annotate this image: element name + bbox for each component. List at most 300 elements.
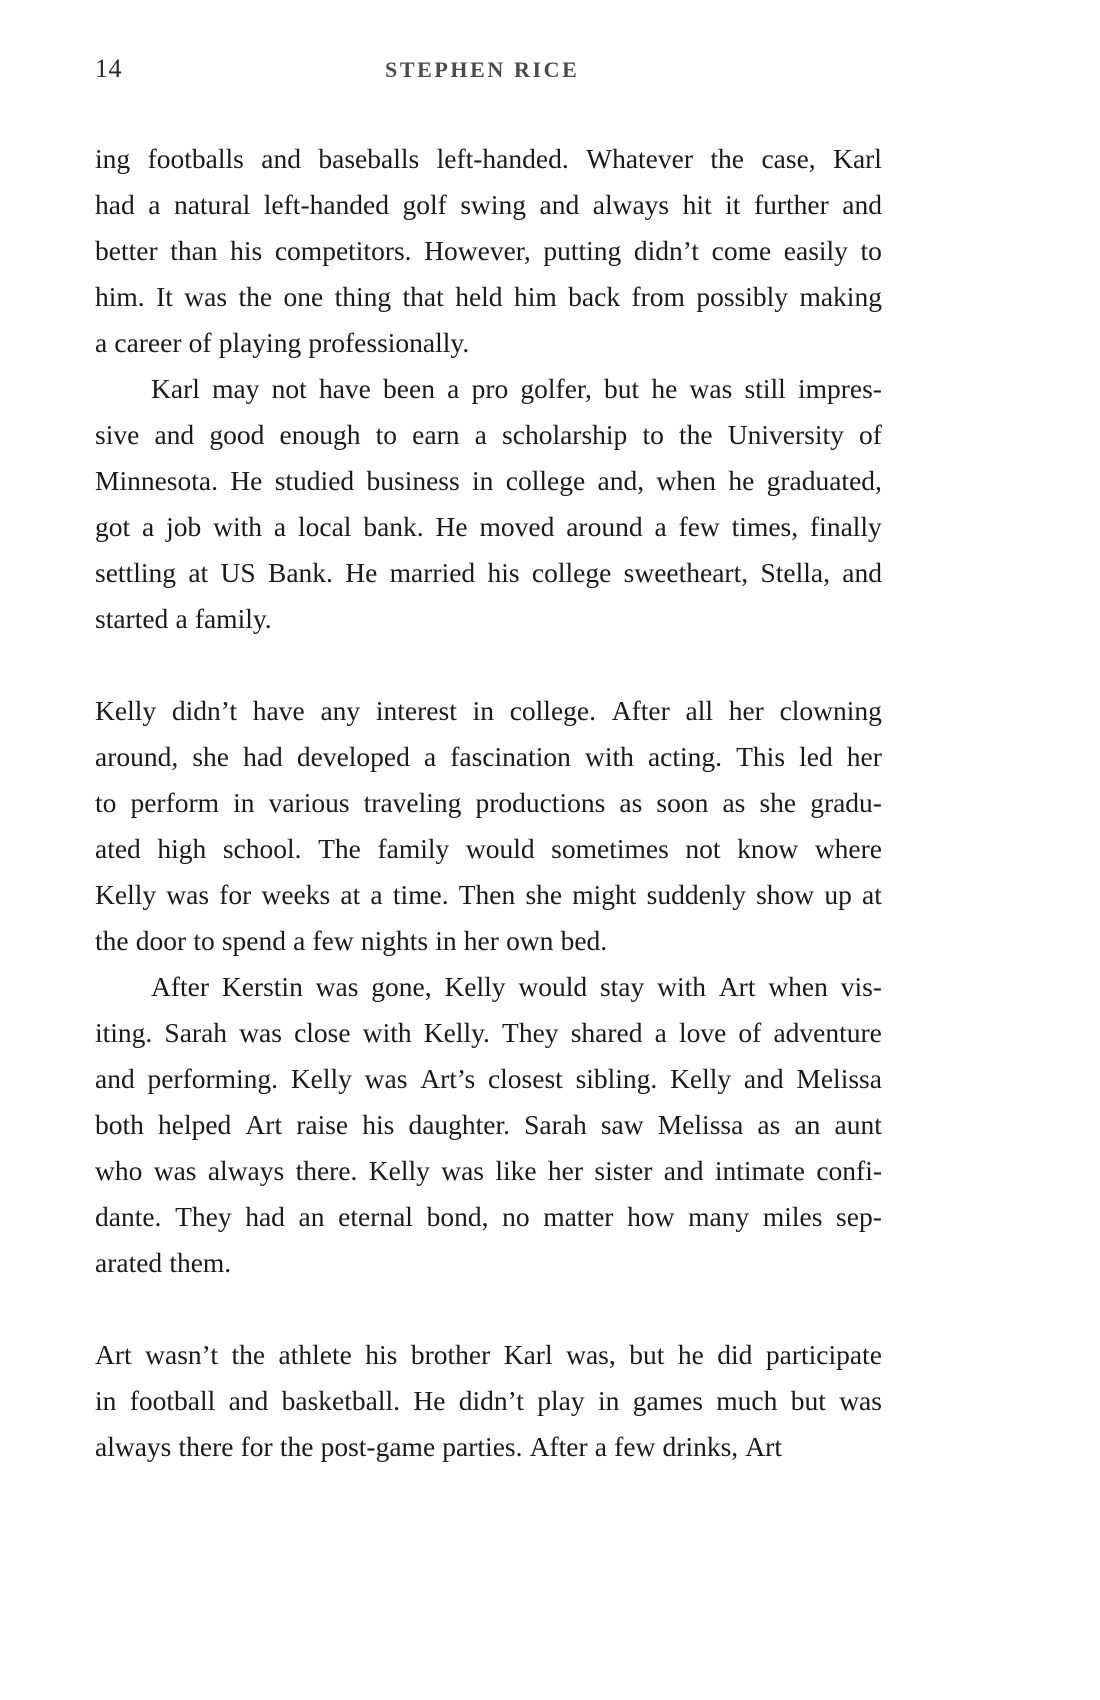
word: the bbox=[679, 419, 713, 450]
word: miles bbox=[762, 1201, 823, 1232]
word: would bbox=[518, 971, 588, 1002]
word: how bbox=[627, 1201, 675, 1232]
word: of bbox=[188, 327, 212, 358]
word: Art bbox=[745, 1431, 782, 1462]
word: athlete bbox=[278, 1339, 352, 1370]
paragraph bbox=[95, 1332, 882, 1470]
word: her bbox=[463, 925, 499, 956]
word: bond, bbox=[426, 1201, 489, 1232]
word: of bbox=[859, 419, 882, 450]
word: They bbox=[175, 1201, 232, 1232]
word: led bbox=[799, 741, 833, 772]
word: a bbox=[370, 879, 383, 910]
word: dante. bbox=[95, 1201, 162, 1232]
text-line bbox=[95, 964, 882, 1010]
word: to bbox=[375, 419, 398, 450]
word: come bbox=[711, 235, 772, 266]
text-line bbox=[95, 136, 882, 182]
word: moved bbox=[479, 511, 555, 542]
text-line bbox=[95, 872, 882, 918]
word: gone, bbox=[371, 971, 432, 1002]
word: was bbox=[689, 373, 733, 404]
word: was, bbox=[566, 1339, 616, 1370]
text-line bbox=[95, 504, 882, 550]
paragraph bbox=[95, 136, 882, 366]
word: up bbox=[824, 879, 852, 910]
word: vis- bbox=[840, 971, 882, 1002]
paragraph bbox=[95, 964, 882, 1286]
word: had bbox=[243, 741, 283, 772]
word: acting. bbox=[647, 741, 723, 772]
word: was bbox=[839, 1385, 882, 1416]
word: few bbox=[312, 925, 354, 956]
word: and bbox=[743, 1063, 784, 1094]
word: finally bbox=[810, 511, 882, 542]
word: all bbox=[685, 695, 713, 726]
word: confi- bbox=[816, 1155, 882, 1186]
word: sibling. bbox=[575, 1063, 658, 1094]
word: held bbox=[455, 281, 503, 312]
word: college. bbox=[509, 695, 596, 726]
section-break bbox=[95, 642, 882, 688]
word: bank. bbox=[363, 511, 424, 542]
word: at bbox=[862, 879, 882, 910]
word: and bbox=[95, 1063, 135, 1094]
word: around bbox=[566, 511, 643, 542]
word: was bbox=[315, 971, 359, 1002]
word: there bbox=[178, 1431, 234, 1462]
word: a bbox=[594, 1431, 608, 1462]
word: They bbox=[502, 1017, 559, 1048]
word: enough bbox=[279, 419, 361, 450]
word: but bbox=[790, 1385, 826, 1416]
word: no bbox=[502, 1201, 530, 1232]
word: the bbox=[95, 925, 129, 956]
word: job bbox=[166, 511, 202, 542]
word: didn’t bbox=[633, 235, 700, 266]
word: participate bbox=[765, 1339, 882, 1370]
word: earn bbox=[412, 419, 460, 450]
word: Art’s bbox=[420, 1063, 476, 1094]
word: and bbox=[663, 1155, 704, 1186]
word: got bbox=[95, 511, 131, 542]
word: Kelly bbox=[95, 879, 157, 910]
word: Karl bbox=[833, 143, 882, 174]
word: saw bbox=[600, 1109, 644, 1140]
word: an bbox=[794, 1109, 821, 1140]
word: interest bbox=[375, 695, 457, 726]
word: was bbox=[166, 879, 210, 910]
word: swing bbox=[460, 189, 527, 220]
word: to bbox=[95, 787, 117, 818]
word: have bbox=[252, 695, 305, 726]
word: Art bbox=[95, 1339, 132, 1370]
word: aunt bbox=[834, 1109, 882, 1140]
word: sweetheart, bbox=[623, 557, 749, 588]
word: started bbox=[95, 603, 169, 634]
word: and bbox=[842, 189, 882, 220]
word: University bbox=[727, 419, 844, 450]
word: US bbox=[220, 557, 256, 588]
word: golfer, bbox=[520, 373, 592, 404]
word: brother bbox=[410, 1339, 491, 1370]
word: play bbox=[537, 1385, 585, 1416]
word: she bbox=[192, 741, 229, 772]
text-line bbox=[95, 1102, 882, 1148]
word: a bbox=[293, 925, 306, 956]
word: she bbox=[759, 787, 797, 818]
text-line bbox=[95, 366, 882, 412]
word: married bbox=[389, 557, 476, 588]
word: would bbox=[465, 833, 535, 864]
word: but bbox=[604, 373, 640, 404]
word: career bbox=[114, 327, 182, 358]
word: there. bbox=[295, 1155, 358, 1186]
text-line bbox=[95, 1332, 882, 1378]
text-line bbox=[95, 1240, 882, 1286]
word: for bbox=[240, 1431, 273, 1462]
word: Melissa bbox=[796, 1063, 882, 1094]
word: with bbox=[213, 511, 263, 542]
word: putting bbox=[543, 235, 622, 266]
word: always bbox=[207, 1155, 285, 1186]
word: was bbox=[441, 1155, 484, 1186]
text-line bbox=[95, 780, 882, 826]
word: have bbox=[318, 373, 371, 404]
word: many bbox=[688, 1201, 750, 1232]
word: raise bbox=[296, 1109, 349, 1140]
word: The bbox=[318, 833, 361, 864]
word: had bbox=[95, 189, 135, 220]
word: competitors. bbox=[274, 235, 412, 266]
text-line bbox=[95, 1148, 882, 1194]
word: settling bbox=[95, 557, 176, 588]
paragraph bbox=[95, 366, 882, 642]
word: graduated, bbox=[766, 465, 882, 496]
word: own bbox=[506, 925, 554, 956]
word: and, bbox=[597, 465, 645, 496]
word: with bbox=[657, 971, 706, 1002]
word: in bbox=[472, 465, 494, 496]
word: He bbox=[230, 465, 263, 496]
word: a bbox=[273, 511, 287, 542]
word: family. bbox=[194, 603, 272, 634]
word: in bbox=[597, 1385, 620, 1416]
text-line bbox=[95, 1378, 882, 1424]
word: spend bbox=[221, 925, 287, 956]
word: It bbox=[156, 281, 173, 312]
word: and bbox=[228, 1385, 269, 1416]
page-number: 14 bbox=[95, 54, 122, 83]
word: close bbox=[294, 1017, 351, 1048]
text-line bbox=[95, 550, 882, 596]
word: case, bbox=[761, 143, 816, 174]
word: when bbox=[768, 971, 828, 1002]
word: performing. bbox=[147, 1063, 279, 1094]
word: a bbox=[95, 327, 108, 358]
word: her bbox=[728, 695, 764, 726]
word: love bbox=[678, 1017, 727, 1048]
text-line bbox=[95, 918, 882, 964]
word: traveling bbox=[363, 787, 462, 818]
word: was bbox=[153, 1155, 197, 1186]
word: a bbox=[423, 741, 437, 772]
text-line bbox=[95, 826, 882, 872]
word: daughter. bbox=[408, 1109, 511, 1140]
word: than bbox=[170, 235, 218, 266]
word: always bbox=[95, 1431, 172, 1462]
word: her bbox=[846, 741, 882, 772]
word: both bbox=[95, 1109, 144, 1140]
word: a bbox=[148, 189, 161, 220]
word: know bbox=[737, 833, 799, 864]
word: Minnesota. bbox=[95, 465, 218, 496]
word: stay bbox=[599, 971, 645, 1002]
word: to bbox=[642, 419, 664, 450]
word: at bbox=[188, 557, 209, 588]
word: Melissa bbox=[657, 1109, 744, 1140]
word: He bbox=[435, 511, 468, 542]
word: did bbox=[717, 1339, 753, 1370]
word: that bbox=[402, 281, 444, 312]
word: and bbox=[261, 143, 301, 174]
word: one bbox=[283, 281, 324, 312]
text-line bbox=[95, 412, 882, 458]
word: natural bbox=[173, 189, 251, 220]
word: time. bbox=[392, 879, 449, 910]
word: he bbox=[651, 373, 678, 404]
word: times, bbox=[731, 511, 799, 542]
word: he bbox=[677, 1339, 704, 1370]
word: high bbox=[157, 833, 207, 864]
word: to bbox=[860, 235, 882, 266]
word: in bbox=[233, 787, 255, 818]
word: his bbox=[365, 1339, 398, 1370]
word: a bbox=[654, 1017, 667, 1048]
text-line bbox=[95, 734, 882, 780]
word: the bbox=[279, 1431, 314, 1462]
word: the bbox=[238, 281, 273, 312]
word: playing bbox=[218, 327, 302, 358]
word: thing bbox=[334, 281, 392, 312]
word: them. bbox=[169, 1247, 232, 1278]
word: Kerstin bbox=[221, 971, 303, 1002]
section-break bbox=[95, 1286, 882, 1332]
text-line bbox=[95, 1010, 882, 1056]
word: professionally. bbox=[308, 327, 470, 358]
text-line bbox=[95, 1424, 882, 1470]
word: adventure bbox=[773, 1017, 882, 1048]
word: much bbox=[716, 1385, 778, 1416]
word: arated bbox=[95, 1247, 163, 1278]
word: had bbox=[245, 1201, 285, 1232]
word: possibly bbox=[696, 281, 789, 312]
word: intimate bbox=[714, 1155, 805, 1186]
word: a bbox=[142, 511, 155, 542]
word: scholarship bbox=[502, 419, 628, 450]
running-title: STEPHEN RICE bbox=[385, 57, 580, 82]
word: Then bbox=[458, 879, 516, 910]
word: studied bbox=[274, 465, 355, 496]
word: Kelly bbox=[290, 1063, 352, 1094]
word: left-handed. bbox=[436, 143, 569, 174]
word: college bbox=[531, 557, 612, 588]
word: her bbox=[547, 1155, 584, 1186]
word: when bbox=[656, 465, 716, 496]
word: hit bbox=[682, 189, 712, 220]
word: his bbox=[487, 557, 520, 588]
word: of bbox=[738, 1017, 762, 1048]
word: ing bbox=[95, 143, 131, 174]
word: soon bbox=[656, 787, 709, 818]
word: who bbox=[95, 1155, 143, 1186]
word: perform bbox=[130, 787, 220, 818]
word: a bbox=[175, 603, 188, 634]
word: as bbox=[722, 787, 746, 818]
word: his bbox=[362, 1109, 395, 1140]
word: shared bbox=[570, 1017, 643, 1048]
word: didn’t bbox=[458, 1385, 524, 1416]
word: Stella, bbox=[760, 557, 830, 588]
word: fascination bbox=[450, 741, 571, 772]
word: Karl bbox=[503, 1339, 553, 1370]
word: baseballs bbox=[318, 143, 420, 174]
word: After bbox=[611, 695, 670, 726]
word: clowning bbox=[779, 695, 882, 726]
word: business bbox=[366, 465, 460, 496]
word: to bbox=[193, 925, 215, 956]
running-header bbox=[95, 52, 880, 92]
word: not bbox=[271, 373, 307, 404]
word: better bbox=[95, 235, 158, 266]
word: with bbox=[585, 741, 634, 772]
word: and bbox=[539, 189, 580, 220]
body-text-block bbox=[95, 136, 882, 1470]
word: at bbox=[340, 879, 361, 910]
word: weeks bbox=[261, 879, 331, 910]
word: Sarah bbox=[524, 1109, 587, 1140]
word: Karl bbox=[151, 373, 200, 404]
word: wasn’t bbox=[145, 1339, 218, 1370]
word: around, bbox=[95, 741, 179, 772]
word: college bbox=[505, 465, 586, 496]
word: He bbox=[413, 1385, 446, 1416]
text-line bbox=[95, 1194, 882, 1240]
word: show bbox=[756, 879, 815, 910]
word: gradu- bbox=[810, 787, 882, 818]
word: in bbox=[435, 925, 457, 956]
word: impres- bbox=[797, 373, 882, 404]
word: school. bbox=[222, 833, 302, 864]
word: He bbox=[345, 557, 378, 588]
word: the bbox=[231, 1339, 266, 1370]
word: left-handed bbox=[263, 189, 390, 220]
word: Kelly bbox=[670, 1063, 732, 1094]
word: football bbox=[129, 1385, 216, 1416]
word: still bbox=[744, 373, 786, 404]
word: where bbox=[814, 833, 882, 864]
word: she bbox=[525, 879, 563, 910]
word: with bbox=[362, 1017, 412, 1048]
word: and bbox=[154, 419, 195, 450]
word: suddenly bbox=[646, 879, 746, 910]
word: not bbox=[685, 833, 721, 864]
text-line bbox=[95, 458, 882, 504]
word: post-game bbox=[320, 1431, 436, 1462]
word: basketball. bbox=[281, 1385, 401, 1416]
word: it bbox=[725, 189, 741, 220]
word: may bbox=[212, 373, 260, 404]
word: his bbox=[230, 235, 263, 266]
word: eternal bbox=[338, 1201, 413, 1232]
word: iting. bbox=[95, 1017, 153, 1048]
word: good bbox=[209, 419, 265, 450]
word: parties. bbox=[442, 1431, 523, 1462]
word: golf bbox=[402, 189, 447, 220]
word: After bbox=[151, 971, 210, 1002]
word: few bbox=[678, 511, 720, 542]
word: making bbox=[799, 281, 882, 312]
word: a bbox=[654, 511, 667, 542]
word: matter bbox=[543, 1201, 614, 1232]
word: but bbox=[629, 1339, 665, 1370]
word: been bbox=[383, 373, 435, 404]
word: footballs bbox=[147, 143, 244, 174]
word: family bbox=[377, 833, 450, 864]
text-line bbox=[95, 1056, 882, 1102]
word: further bbox=[753, 189, 829, 220]
word: a bbox=[447, 373, 460, 404]
word: sister bbox=[594, 1155, 653, 1186]
word: and bbox=[842, 557, 882, 588]
word: local bbox=[297, 511, 352, 542]
word: like bbox=[495, 1155, 537, 1186]
word: any bbox=[320, 695, 361, 726]
word: was bbox=[239, 1017, 282, 1048]
word: a bbox=[474, 419, 487, 450]
word: back bbox=[568, 281, 621, 312]
word: Whatever bbox=[586, 143, 693, 174]
word: However, bbox=[424, 235, 531, 266]
word: an bbox=[298, 1201, 325, 1232]
word: nights bbox=[360, 925, 429, 956]
word: him bbox=[513, 281, 557, 312]
word: Art bbox=[718, 971, 756, 1002]
word: in bbox=[472, 695, 494, 726]
word: as bbox=[619, 787, 643, 818]
word: ated bbox=[95, 833, 141, 864]
word: This bbox=[736, 741, 786, 772]
word: pro bbox=[471, 373, 509, 404]
word: Art bbox=[245, 1109, 283, 1140]
word: sive bbox=[95, 419, 140, 450]
word: sep- bbox=[836, 1201, 882, 1232]
word: didn’t bbox=[171, 695, 238, 726]
word: was bbox=[184, 281, 228, 312]
text-line bbox=[95, 274, 882, 320]
word: Kelly bbox=[368, 1155, 430, 1186]
word: bed. bbox=[560, 925, 608, 956]
word: Bank. bbox=[267, 557, 333, 588]
text-line bbox=[95, 320, 882, 366]
word: easily bbox=[783, 235, 848, 266]
word: sometimes bbox=[551, 833, 669, 864]
word: Kelly bbox=[444, 971, 506, 1002]
word: in bbox=[95, 1385, 117, 1416]
word: the bbox=[710, 143, 745, 174]
word: After bbox=[529, 1431, 588, 1462]
word: few bbox=[614, 1431, 656, 1462]
